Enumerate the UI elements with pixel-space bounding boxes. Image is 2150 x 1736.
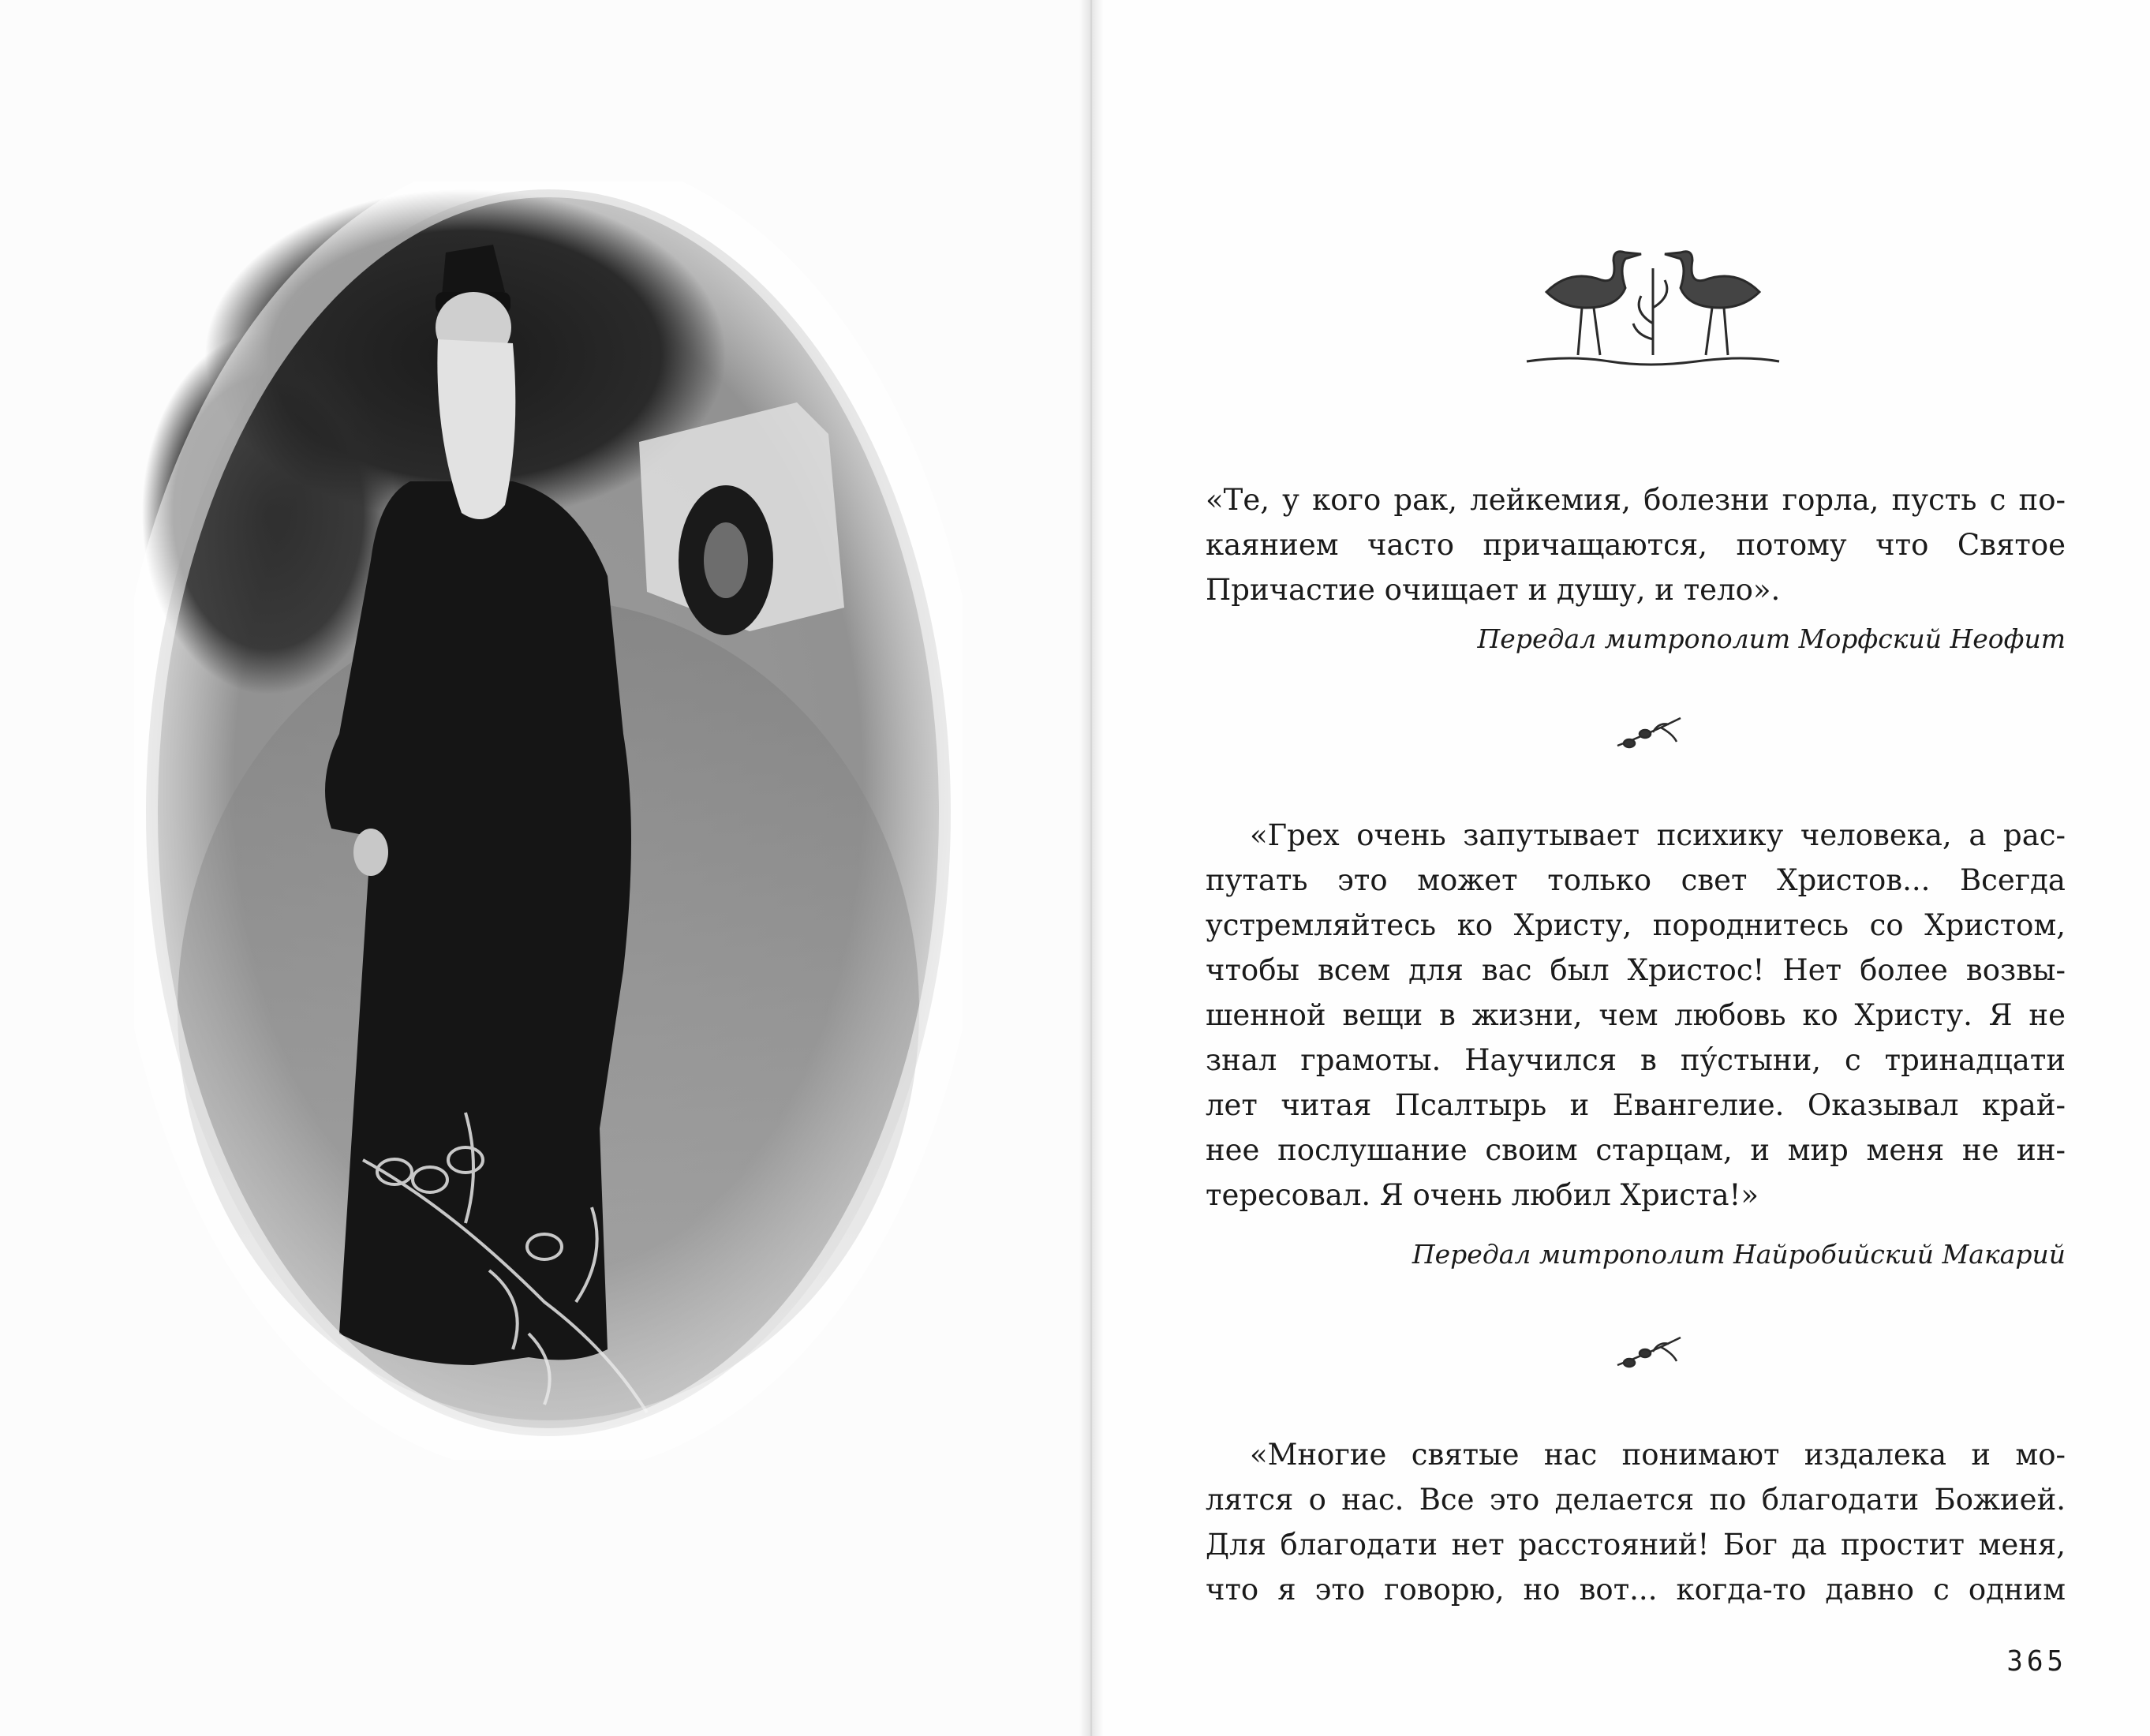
quote-1-line-3: Причастие очищает и душу, и тело».	[1206, 573, 1781, 607]
quote-2-line-3: устремляйтесь ко Христу, породнитесь со Христом,	[1206, 908, 2066, 942]
quote-3-line-1: «Многие святые нас понимают издалека и мо-	[1250, 1438, 2066, 1472]
elder-photo	[134, 181, 963, 1460]
quote-2-line-2: путать это может только свет Христов... Всегда	[1206, 863, 2066, 897]
quote-2-line-7: лет читая Псалтырь и Евангелие. Оказывал край-	[1206, 1088, 2066, 1122]
quote-3-line-3: Для благодати нет расстояний! Бог да простит меня,	[1206, 1528, 2066, 1562]
olive-sprig-icon-2	[1610, 1330, 1688, 1377]
olive-sprig-icon	[1610, 710, 1688, 758]
quote-3-line-4: что я это говорю, но вот... когда-то давно с одним	[1206, 1573, 2066, 1607]
quote-2-line-9: тересовал. Я очень любил Христа!»	[1206, 1178, 1759, 1212]
quote-1	[1206, 477, 2066, 612]
quote-2	[1206, 813, 2066, 1218]
page-number: 365	[2006, 1645, 2067, 1678]
quote-2-line-6: знал грамоты. Научился в пу́стыни, с тринадцати	[1206, 1043, 2066, 1077]
quote-1-line-2: каянием часто причащаются, потому что Святое	[1206, 528, 2066, 562]
quote-3-line-2: лятся о нас. Все это делается по благодати Божией.	[1206, 1483, 2066, 1517]
quote-2-line-1: «Грех очень запутывает психику человека, а рас-	[1250, 818, 2066, 852]
quote-1-attribution: Передал митрополит Морфский Неофит	[1477, 623, 2066, 654]
quote-2-line-8: нее послушание своим старцам, и мир меня не ин-	[1206, 1133, 2066, 1167]
quote-2-line-5: шенной вещи в жизни, чем любовь ко Христу. Я не	[1206, 998, 2066, 1032]
heron-pair-icon	[1523, 237, 1783, 371]
book-gutter	[1079, 0, 1103, 1736]
quote-3	[1206, 1432, 2066, 1612]
quote-2-attribution: Передал митрополит Найробийский Макарий	[1412, 1239, 2066, 1270]
quote-1-line-1: «Те, у кого рак, лейкемия, болезни горла, пусть с по-	[1206, 483, 2066, 517]
quote-2-line-4: чтобы всем для вас был Христос! Нет более возвы-	[1206, 953, 2066, 987]
